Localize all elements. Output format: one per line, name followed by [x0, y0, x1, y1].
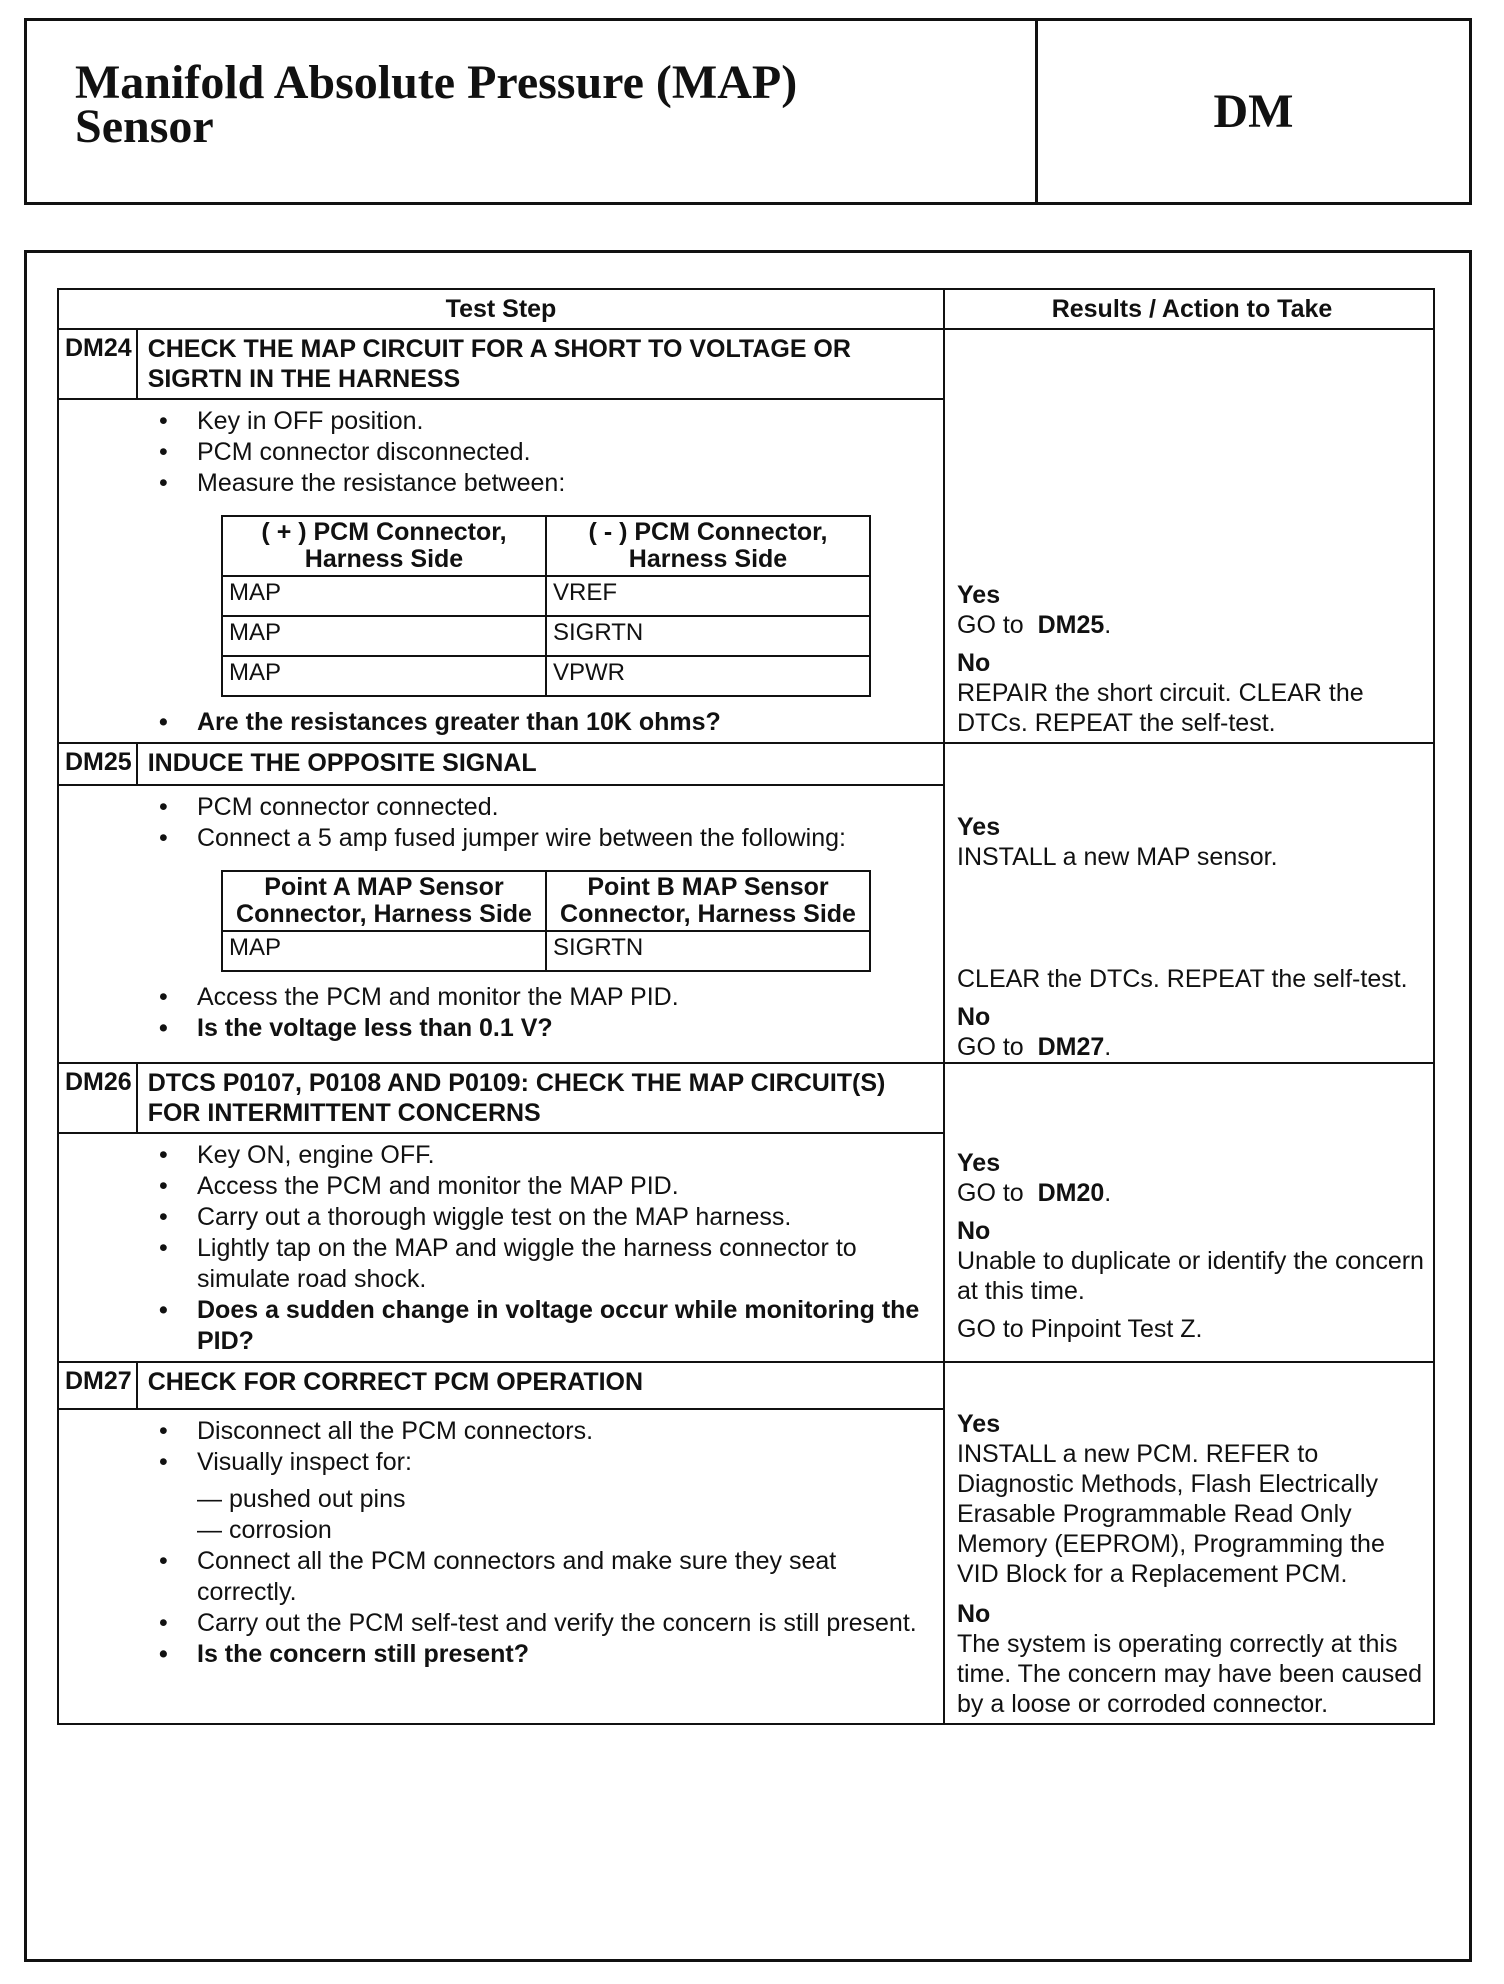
step-dm24-results: [944, 329, 1434, 743]
step-dm26-body: [58, 1133, 944, 1362]
table-row: [222, 576, 870, 616]
no-label: No: [957, 1217, 991, 1245]
header-box: [24, 18, 1472, 205]
step-title: INDUCE THE OPPOSITE SIGNAL: [137, 743, 944, 785]
list-item: — corrosion: [197, 1516, 332, 1545]
table-cell: SIGRTN: [546, 616, 870, 656]
no-text-2: GO to Pinpoint Test Z.: [957, 1315, 1203, 1343]
no-text: GO to: [957, 1033, 1024, 1061]
inspection-list: [155, 1484, 925, 1546]
resistance-table: [221, 515, 871, 697]
list-item: • Lightly tap on the MAP and wiggle the harness connector to simulate road shock.: [155, 1233, 925, 1295]
sub-col-header: ( - ) PCM Connector, Harness Side: [546, 516, 870, 576]
yes-text-2: CLEAR the DTCs. REPEAT the self-test.: [957, 965, 1408, 993]
yes-text: INSTALL a new MAP sensor.: [957, 843, 1278, 871]
test-step-table: [57, 288, 1435, 1725]
sub-col-header: ( + ) PCM Connector, Harness Side: [222, 516, 546, 576]
step-ref-link[interactable]: DM27: [1037, 1033, 1105, 1061]
no-text: The system is operating correctly at this time. The concern may have been caused by a loose or corroded connector.: [957, 1630, 1423, 1718]
no-label: No: [957, 649, 991, 677]
list-item: • Connect a 5 amp fused jumper wire between the following:: [155, 823, 925, 854]
step-question: • Does a sudden change in voltage occur while monitoring the PID?: [155, 1295, 925, 1357]
bullet-list: [155, 406, 925, 499]
list-item: • Key ON, engine OFF.: [155, 1140, 925, 1171]
col-test-step: Test Step: [58, 289, 944, 329]
list-item: • Visually inspect for:: [155, 1447, 925, 1478]
content-frame: [24, 250, 1472, 1962]
list-item: • Key in OFF position.: [155, 406, 925, 437]
bullet-list: [155, 1140, 925, 1357]
table-cell: MAP: [222, 576, 546, 616]
yes-label: Yes: [957, 1410, 1001, 1438]
bullet-list: [155, 792, 925, 854]
yes-action: GO to DM20.: [957, 1179, 1112, 1207]
sub-col-header: Point A MAP Sensor Connector, Harness Side: [222, 871, 546, 931]
step-dm25-results: [944, 743, 1434, 1063]
step-id: DM24: [58, 329, 137, 399]
yes-label: Yes: [957, 581, 1001, 609]
yes-action: GO to DM25.: [957, 611, 1112, 639]
list-item: • Access the PCM and monitor the MAP PID.: [155, 1171, 925, 1202]
yes-label: Yes: [957, 813, 1001, 841]
title-line-1: Manifold Absolute Pressure (MAP): [75, 56, 798, 109]
step-id: DM25: [58, 743, 137, 785]
list-item: • Carry out the PCM self-test and verify the concern is still present.: [155, 1608, 925, 1639]
step-question: • Is the concern still present?: [155, 1639, 925, 1670]
step-question: • Is the voltage less than 0.1 V?: [155, 1013, 925, 1044]
table-row: [222, 656, 870, 696]
step-dm24-title-row: [58, 329, 1434, 399]
list-item: • Carry out a thorough wiggle test on the MAP harness.: [155, 1202, 925, 1233]
table-cell: VREF: [546, 576, 870, 616]
list-item: • Access the PCM and monitor the MAP PID.: [155, 982, 925, 1013]
step-ref-link[interactable]: DM25: [1037, 611, 1105, 639]
list-item: • PCM connector connected.: [155, 792, 925, 823]
step-dm24-body: [58, 399, 944, 743]
list-item: • Measure the resistance between:: [155, 468, 925, 499]
table-row: [222, 931, 870, 971]
list-item: • PCM connector disconnected.: [155, 437, 925, 468]
step-question: • Are the resistances greater than 10K ohms?: [155, 707, 925, 738]
bullet-list-2: [155, 1546, 925, 1670]
no-text: Unable to duplicate or identify the concern at this time.: [957, 1247, 1424, 1305]
step-dm27-title-row: [58, 1362, 1434, 1409]
question-list: [155, 707, 925, 738]
no-action: GO to DM27.: [957, 1033, 1112, 1061]
yes-label: Yes: [957, 1149, 1001, 1177]
step-dm27-results: [944, 1362, 1434, 1724]
table-cell: MAP: [222, 931, 546, 971]
section-code: DM: [1213, 85, 1294, 138]
table-cell: VPWR: [546, 656, 870, 696]
table-cell: SIGRTN: [546, 931, 870, 971]
sub-col-header: Point B MAP Sensor Connector, Harness Side: [546, 871, 870, 931]
bullet-list-2: [155, 982, 925, 1044]
table-row: [222, 616, 870, 656]
step-ref-link[interactable]: DM20: [1037, 1179, 1105, 1207]
no-label: No: [957, 1003, 991, 1031]
no-label: No: [957, 1600, 991, 1628]
col-results: Results / Action to Take: [944, 289, 1434, 329]
list-item: • Connect all the PCM connectors and make sure they seat correctly.: [155, 1546, 925, 1608]
yes-text: GO to: [957, 1179, 1024, 1207]
title-line-2: Sensor: [75, 100, 214, 153]
bullet-list: [155, 1416, 925, 1478]
yes-text: INSTALL a new PCM. REFER to Diagnostic Methods, Flash Electrically Erasable Programmable Read Only Memory (EEPROM), Programming the VID Block for a Replacement PCM.: [957, 1440, 1385, 1588]
step-dm27-body: [58, 1409, 944, 1724]
table-cell: MAP: [222, 616, 546, 656]
list-item: • Disconnect all the PCM connectors.: [155, 1416, 925, 1447]
jumper-table: [221, 870, 871, 972]
step-dm25-body: [58, 785, 944, 1063]
step-dm26-results: [944, 1063, 1434, 1362]
step-title: DTCS P0107, P0108 AND P0109: CHECK THE MAP CIRCUIT(S) FOR INTERMITTENT CONCERNS: [137, 1063, 944, 1133]
table-cell: MAP: [222, 656, 546, 696]
list-item: — pushed out pins: [197, 1485, 406, 1514]
step-title: CHECK FOR CORRECT PCM OPERATION: [137, 1362, 944, 1409]
step-title: CHECK THE MAP CIRCUIT FOR A SHORT TO VOLTAGE OR SIGRTN IN THE HARNESS: [137, 329, 944, 399]
step-dm26-title-row: [58, 1063, 1434, 1133]
yes-text: GO to: [957, 611, 1024, 639]
step-id: DM26: [58, 1063, 137, 1133]
step-dm25-title-row: [58, 743, 1434, 785]
table-header-row: [58, 289, 1434, 329]
step-id: DM27: [58, 1362, 137, 1409]
no-text: REPAIR the short circuit. CLEAR the DTCs. REPEAT the self-test.: [957, 679, 1364, 737]
page-title: [27, 21, 1038, 202]
